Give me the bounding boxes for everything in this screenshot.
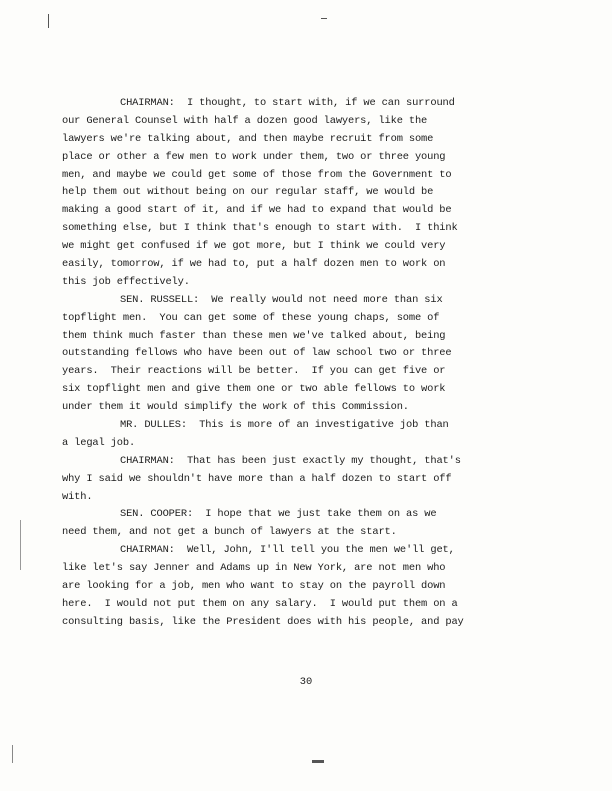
transcript-line: them think much faster than these men we've talked about, being [62,329,446,342]
transcript-line: MR. DULLES: This is more of an investigative job than [120,419,449,432]
transcript-line: outstanding fellows who have been out of law school two or three [62,347,452,360]
scan-mark [312,760,324,763]
transcript-line: CHAIRMAN: Well, John, I'll tell you the men we'll get, [120,544,455,557]
transcript-line: under them it would simplify the work of this Commission. [62,401,409,414]
scan-mark [48,14,49,28]
transcript-body [62,95,562,632]
transcript-line: six topflight men and give them one or two able fellows to work [62,383,446,396]
transcript-line: are looking for a job, men who want to stay on the payroll down [62,580,446,593]
scan-mark [12,745,13,763]
transcript-line: topflight men. You can get some of these young chaps, some of [62,311,440,324]
transcript-line: with. [62,490,93,503]
transcript-line: consulting basis, like the President does with his people, and pay [62,615,464,628]
transcript-line: SEN. RUSSELL: We really would not need more than six [120,293,443,306]
page-number: 30 [299,676,313,688]
transcript-line: place or other a few men to work under them, two or three young [62,150,446,163]
transcript-line: making a good start of it, and if we had to expand that would be [62,204,452,217]
transcript-line: our General Counsel with half a dozen good lawyers, like the [62,114,428,127]
transcript-line: a legal job. [62,436,136,449]
transcript-line: need them, and not get a bunch of lawyers at the start. [62,526,397,539]
transcript-line: years. Their reactions will be better. If you can get five or [62,365,446,378]
scan-mark [321,18,327,19]
transcript-line: lawyers we're talking about, and then maybe recruit from some [62,132,434,145]
transcript-line: this job effectively. [62,275,190,288]
transcript-line: easily, tomorrow, if we had to, put a half dozen men to work on [62,258,446,271]
transcript-line: help them out without being on our regular staff, we would be [62,186,434,199]
transcript-line: here. I would not put them on any salary. I would put them on a [62,597,458,610]
transcript-line: like let's say Jenner and Adams up in New York, are not men who [62,562,446,575]
transcript-line: CHAIRMAN: I thought, to start with, if we can surround [120,97,455,109]
transcript-line: SEN. COOPER: I hope that we just take them on as we [120,508,437,521]
transcript-line: why I said we shouldn't have more than a half dozen to start off [62,472,452,485]
transcript-line: men, and maybe we could get some of those from the Government to [62,168,452,181]
transcript-line: we might get confused if we got more, but I think we could very [62,240,446,253]
scan-mark [20,520,21,570]
transcript-line: CHAIRMAN: That has been just exactly my thought, that's [120,454,461,467]
transcript-line: something else, but I think that's enough to start with. I think [62,222,458,235]
